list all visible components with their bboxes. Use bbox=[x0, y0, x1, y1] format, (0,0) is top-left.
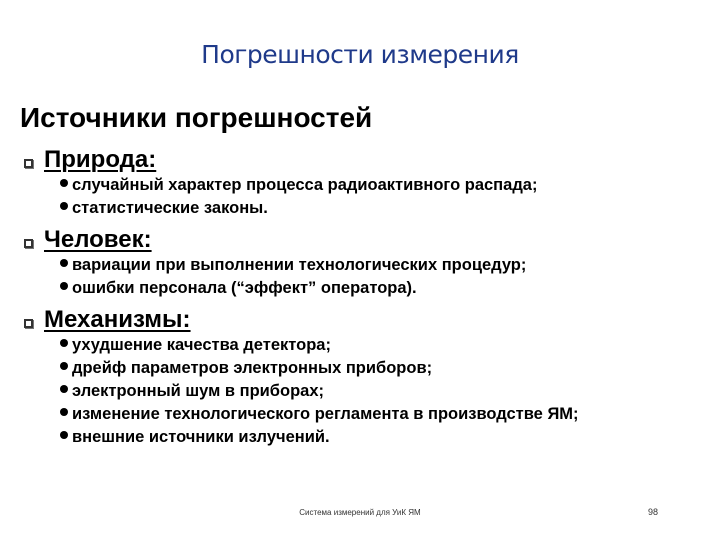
bullet-dot-icon bbox=[60, 362, 68, 370]
bullet-dot-icon bbox=[60, 282, 68, 290]
square-bullet-icon bbox=[24, 319, 33, 328]
list-item: вариации при выполнении технологических процедур; bbox=[60, 254, 526, 277]
bullet-dot-icon bbox=[60, 408, 68, 416]
list-item: изменение технологического регламента в производстве ЯМ; bbox=[60, 403, 579, 426]
bullet-list bbox=[60, 174, 537, 220]
bullet-list bbox=[60, 334, 579, 449]
list-item: статистические законы. bbox=[60, 197, 537, 220]
bullet-dot-icon bbox=[60, 179, 68, 187]
section-label: Человек: bbox=[44, 226, 152, 253]
bullet-dot-icon bbox=[60, 259, 68, 267]
page-number: 98 bbox=[648, 507, 659, 517]
slide-title: Погрешности измерения bbox=[201, 40, 519, 69]
section-label: Механизмы: bbox=[44, 306, 191, 333]
list-item: внешние источники излучений. bbox=[60, 426, 579, 449]
list-item: дрейф параметров электронных приборов; bbox=[60, 357, 579, 380]
bullet-list bbox=[60, 254, 526, 300]
bullet-dot-icon bbox=[60, 339, 68, 347]
square-bullet-icon bbox=[24, 239, 33, 248]
list-item: ошибки персонала (“эффект” оператора). bbox=[60, 277, 526, 300]
section-label: Природа: bbox=[44, 146, 157, 173]
slide-footer: Система измерений для УиК ЯМ bbox=[299, 508, 421, 517]
section-nature bbox=[24, 146, 537, 220]
bullet-dot-icon bbox=[60, 202, 68, 210]
bullet-dot-icon bbox=[60, 385, 68, 393]
list-item: ухудшение качества детектора; bbox=[60, 334, 579, 357]
bullet-dot-icon bbox=[60, 431, 68, 439]
section-human bbox=[24, 226, 526, 300]
slide-heading: Источники погрешностей bbox=[20, 102, 373, 133]
section-mechanisms bbox=[24, 306, 579, 449]
square-bullet-icon bbox=[24, 159, 33, 168]
list-item: электронный шум в приборах; bbox=[60, 380, 579, 403]
list-item: случайный характер процесса радиоактивного распада; bbox=[60, 174, 537, 197]
